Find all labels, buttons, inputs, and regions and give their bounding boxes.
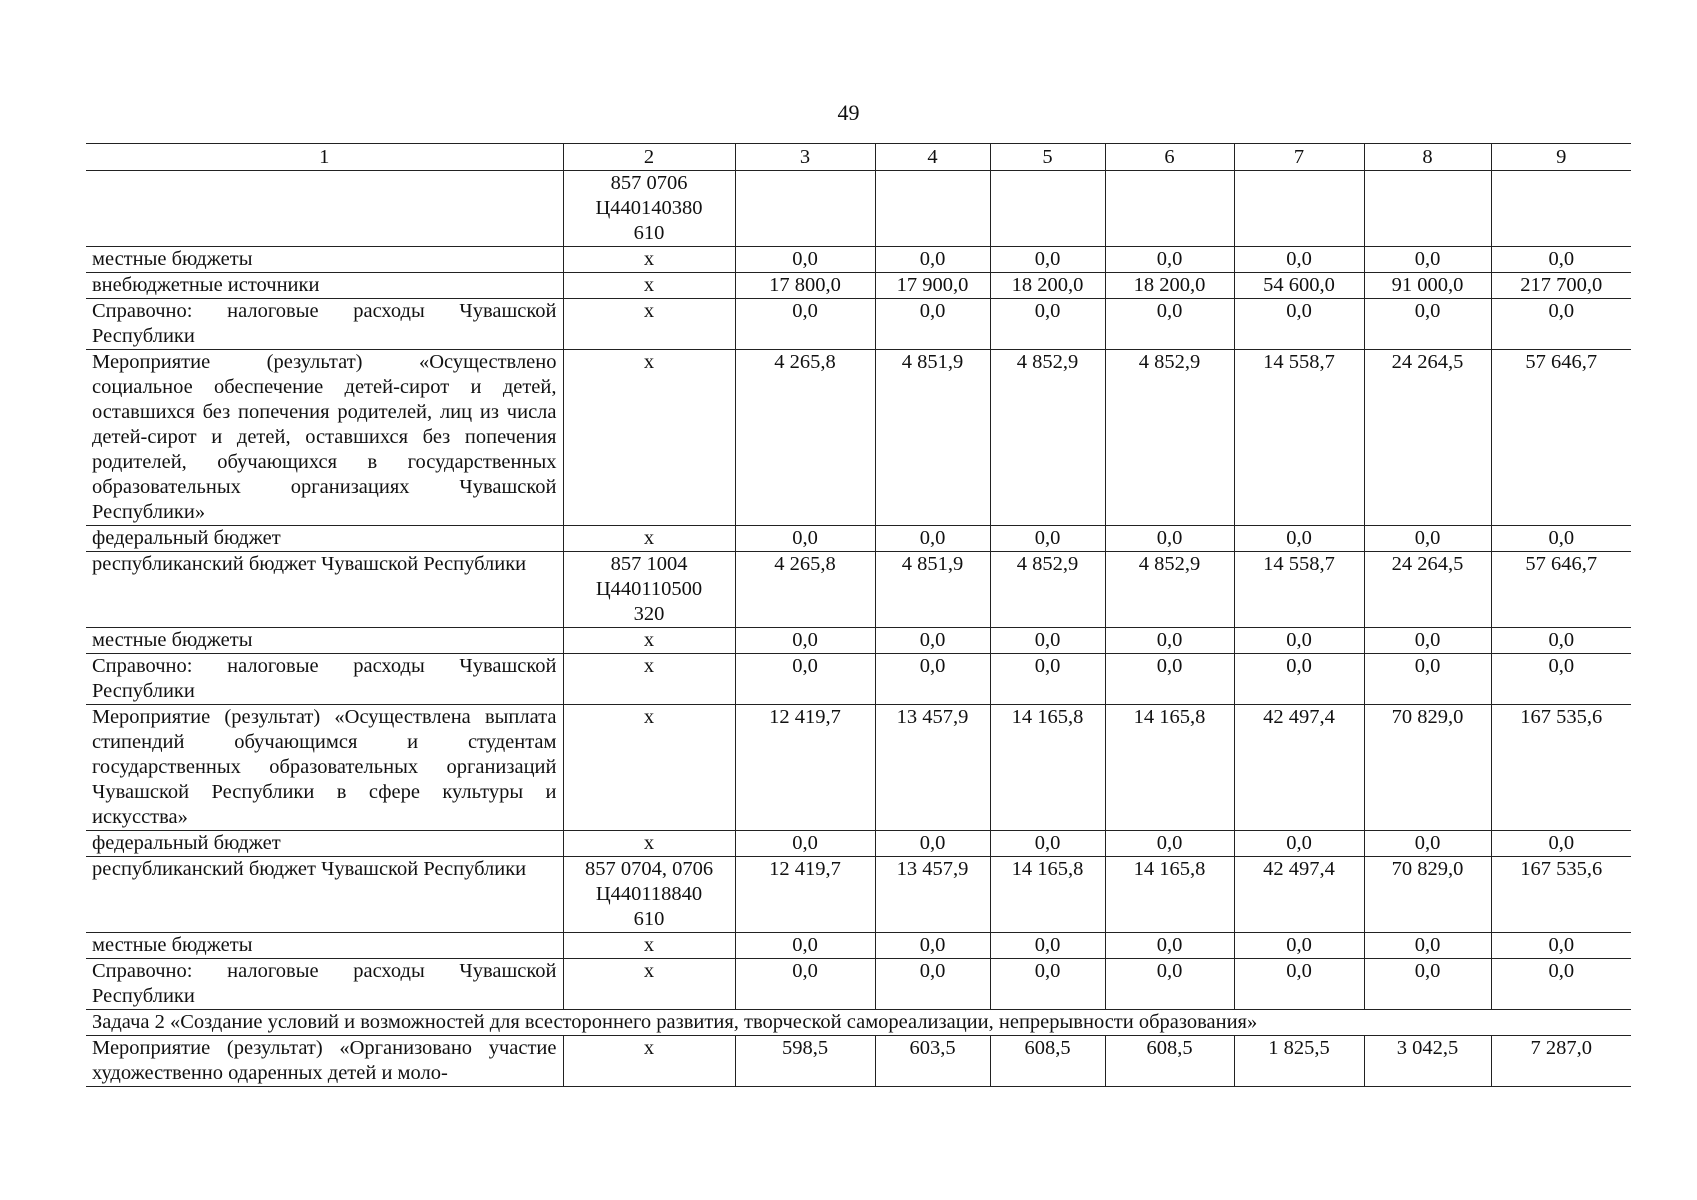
value-cell: 4 852,9 bbox=[990, 350, 1105, 526]
value-cell: 0,0 bbox=[990, 959, 1105, 1010]
value-cell: 0,0 bbox=[1491, 628, 1631, 654]
budget-code-line: х bbox=[643, 527, 655, 549]
budget-code bbox=[563, 350, 735, 526]
budget-code bbox=[563, 705, 735, 831]
value-cell: 0,0 bbox=[1234, 959, 1364, 1010]
table-row bbox=[86, 247, 1631, 273]
budget-code-line: 320 bbox=[633, 603, 665, 625]
budget-code-line: Ц440118840 bbox=[595, 883, 703, 905]
budget-code-line: х bbox=[643, 351, 655, 373]
budget-code bbox=[563, 857, 735, 933]
row-label: местные бюджеты bbox=[86, 247, 563, 273]
row-label bbox=[86, 171, 563, 247]
value-cell: 0,0 bbox=[1105, 299, 1234, 350]
value-cell bbox=[875, 171, 990, 247]
row-label: республиканский бюджет Чувашской Республики bbox=[86, 552, 563, 628]
budget-code-line: х bbox=[643, 934, 655, 956]
value-cell: 0,0 bbox=[1234, 933, 1364, 959]
value-cell: 54 600,0 bbox=[1234, 273, 1364, 299]
value-cell: 57 646,7 bbox=[1491, 350, 1631, 526]
value-cell: 3 042,5 bbox=[1364, 1036, 1491, 1087]
budget-code-line: х bbox=[643, 248, 655, 270]
value-cell bbox=[735, 171, 875, 247]
value-cell: 14 165,8 bbox=[1105, 705, 1234, 831]
value-cell: 14 558,7 bbox=[1234, 552, 1364, 628]
value-cell: 598,5 bbox=[735, 1036, 875, 1087]
budget-code-line: х bbox=[643, 960, 655, 982]
value-cell: 0,0 bbox=[990, 247, 1105, 273]
table-row bbox=[86, 705, 1631, 831]
value-cell: 4 852,9 bbox=[1105, 350, 1234, 526]
value-cell: 0,0 bbox=[1491, 247, 1631, 273]
value-cell: 0,0 bbox=[1364, 654, 1491, 705]
column-header: 5 bbox=[990, 144, 1105, 171]
budget-code bbox=[563, 526, 735, 552]
value-cell: 608,5 bbox=[1105, 1036, 1234, 1087]
value-cell: 0,0 bbox=[1105, 526, 1234, 552]
budget-code bbox=[563, 628, 735, 654]
row-label: местные бюджеты bbox=[86, 628, 563, 654]
budget-code-line: 857 0704, 0706 bbox=[584, 858, 714, 880]
value-cell: 0,0 bbox=[1364, 299, 1491, 350]
value-cell: 0,0 bbox=[875, 933, 990, 959]
value-cell: 0,0 bbox=[735, 299, 875, 350]
value-cell: 0,0 bbox=[990, 831, 1105, 857]
value-cell: 0,0 bbox=[1491, 959, 1631, 1010]
column-header: 3 bbox=[735, 144, 875, 171]
value-cell: 0,0 bbox=[735, 959, 875, 1010]
column-header: 4 bbox=[875, 144, 990, 171]
value-cell: 0,0 bbox=[1234, 831, 1364, 857]
value-cell: 13 457,9 bbox=[875, 705, 990, 831]
value-cell: 0,0 bbox=[735, 831, 875, 857]
value-cell: 0,0 bbox=[1105, 654, 1234, 705]
value-cell: 0,0 bbox=[735, 628, 875, 654]
value-cell: 0,0 bbox=[875, 299, 990, 350]
budget-code bbox=[563, 933, 735, 959]
task-row bbox=[86, 1010, 1631, 1036]
value-cell: 0,0 bbox=[875, 628, 990, 654]
value-cell bbox=[1491, 171, 1631, 247]
value-cell: 0,0 bbox=[1364, 959, 1491, 1010]
value-cell: 4 851,9 bbox=[875, 350, 990, 526]
value-cell: 0,0 bbox=[990, 654, 1105, 705]
row-label: Мероприятие (результат) «Организовано участие художественно одаренных детей и моло- bbox=[86, 1036, 563, 1087]
value-cell: 70 829,0 bbox=[1364, 705, 1491, 831]
value-cell: 24 264,5 bbox=[1364, 552, 1491, 628]
budget-code bbox=[563, 959, 735, 1010]
budget-code-line: 857 0706 bbox=[610, 172, 688, 194]
value-cell: 0,0 bbox=[1105, 933, 1234, 959]
value-cell: 0,0 bbox=[735, 654, 875, 705]
row-label: местные бюджеты bbox=[86, 933, 563, 959]
row-label: федеральный бюджет bbox=[86, 831, 563, 857]
budget-code bbox=[563, 831, 735, 857]
budget-code bbox=[563, 273, 735, 299]
value-cell: 0,0 bbox=[1364, 526, 1491, 552]
value-cell: 4 852,9 bbox=[1105, 552, 1234, 628]
budget-code-line: Ц440110500 bbox=[595, 578, 703, 600]
value-cell: 0,0 bbox=[1105, 959, 1234, 1010]
value-cell: 0,0 bbox=[990, 628, 1105, 654]
value-cell: 0,0 bbox=[1491, 654, 1631, 705]
value-cell bbox=[990, 171, 1105, 247]
value-cell: 1 825,5 bbox=[1234, 1036, 1364, 1087]
value-cell: 14 558,7 bbox=[1234, 350, 1364, 526]
value-cell: 4 852,9 bbox=[990, 552, 1105, 628]
value-cell: 0,0 bbox=[1491, 526, 1631, 552]
column-header: 9 bbox=[1491, 144, 1631, 171]
budget-table bbox=[86, 143, 1631, 1087]
row-label: Справочно: налоговые расходы Чувашской Республики bbox=[86, 959, 563, 1010]
value-cell: 42 497,4 bbox=[1234, 857, 1364, 933]
column-header: 6 bbox=[1105, 144, 1234, 171]
value-cell: 0,0 bbox=[1234, 654, 1364, 705]
table-row bbox=[86, 171, 1631, 247]
table-row bbox=[86, 273, 1631, 299]
value-cell: 0,0 bbox=[875, 526, 990, 552]
budget-code-line: х bbox=[643, 300, 655, 322]
budget-code bbox=[563, 1036, 735, 1087]
value-cell: 4 265,8 bbox=[735, 350, 875, 526]
row-label: Мероприятие (результат) «Осуществлено социальное обеспечение детей-сирот и детей, оставшихся без попечения родителей, лиц из числа детей-сирот и детей, оставшихся без попечения родителей, обучающихся в государственных образовательных организациях Чувашской Республики» bbox=[86, 350, 563, 526]
table-row bbox=[86, 959, 1631, 1010]
row-label: Справочно: налоговые расходы Чувашской Республики bbox=[86, 654, 563, 705]
value-cell: 14 165,8 bbox=[990, 705, 1105, 831]
value-cell: 608,5 bbox=[990, 1036, 1105, 1087]
value-cell: 0,0 bbox=[1105, 831, 1234, 857]
value-cell: 17 800,0 bbox=[735, 273, 875, 299]
value-cell: 14 165,8 bbox=[1105, 857, 1234, 933]
value-cell: 0,0 bbox=[735, 247, 875, 273]
value-cell: 217 700,0 bbox=[1491, 273, 1631, 299]
value-cell: 18 200,0 bbox=[1105, 273, 1234, 299]
table-row bbox=[86, 526, 1631, 552]
value-cell: 0,0 bbox=[1364, 247, 1491, 273]
table-row bbox=[86, 552, 1631, 628]
value-cell: 12 419,7 bbox=[735, 705, 875, 831]
value-cell: 0,0 bbox=[1364, 628, 1491, 654]
value-cell: 0,0 bbox=[875, 654, 990, 705]
column-header: 8 bbox=[1364, 144, 1491, 171]
column-header: 1 bbox=[86, 144, 563, 171]
budget-code bbox=[563, 171, 735, 247]
value-cell: 91 000,0 bbox=[1364, 273, 1491, 299]
value-cell: 167 535,6 bbox=[1491, 857, 1631, 933]
table-row bbox=[86, 654, 1631, 705]
value-cell: 0,0 bbox=[1234, 628, 1364, 654]
value-cell: 0,0 bbox=[990, 526, 1105, 552]
value-cell: 4 265,8 bbox=[735, 552, 875, 628]
value-cell: 70 829,0 bbox=[1364, 857, 1491, 933]
value-cell: 0,0 bbox=[1491, 831, 1631, 857]
budget-code-line: х bbox=[643, 706, 655, 728]
budget-code-line: 610 bbox=[633, 222, 665, 244]
value-cell: 57 646,7 bbox=[1491, 552, 1631, 628]
budget-code-line: х bbox=[643, 1037, 655, 1059]
budget-code-line: х bbox=[643, 629, 655, 651]
table-row bbox=[86, 628, 1631, 654]
table-row bbox=[86, 1036, 1631, 1087]
header-row bbox=[86, 144, 1631, 171]
budget-code-line: Ц440140380 bbox=[595, 197, 703, 219]
value-cell: 0,0 bbox=[735, 933, 875, 959]
value-cell: 0,0 bbox=[1105, 628, 1234, 654]
value-cell: 0,0 bbox=[1105, 247, 1234, 273]
value-cell: 17 900,0 bbox=[875, 273, 990, 299]
row-label: Мероприятие (результат) «Осуществлена выплата стипендий обучающимся и студентам государственных образовательных организаций Чувашской Республики в сфере культуры и искусства» bbox=[86, 705, 563, 831]
row-label: федеральный бюджет bbox=[86, 526, 563, 552]
budget-code-line: х bbox=[643, 655, 655, 677]
value-cell: 0,0 bbox=[735, 526, 875, 552]
budget-code-line: х bbox=[643, 832, 655, 854]
value-cell bbox=[1105, 171, 1234, 247]
budget-code bbox=[563, 247, 735, 273]
row-label: внебюджетные источники bbox=[86, 273, 563, 299]
value-cell: 0,0 bbox=[875, 959, 990, 1010]
budget-code-line: 610 bbox=[633, 908, 665, 930]
value-cell bbox=[1364, 171, 1491, 247]
value-cell: 0,0 bbox=[990, 299, 1105, 350]
value-cell: 167 535,6 bbox=[1491, 705, 1631, 831]
table-row bbox=[86, 350, 1631, 526]
value-cell: 0,0 bbox=[1234, 299, 1364, 350]
value-cell: 0,0 bbox=[1234, 247, 1364, 273]
table-row bbox=[86, 933, 1631, 959]
value-cell: 24 264,5 bbox=[1364, 350, 1491, 526]
value-cell bbox=[1234, 171, 1364, 247]
value-cell: 603,5 bbox=[875, 1036, 990, 1087]
budget-code bbox=[563, 552, 735, 628]
value-cell: 42 497,4 bbox=[1234, 705, 1364, 831]
value-cell: 0,0 bbox=[1234, 526, 1364, 552]
column-header: 7 bbox=[1234, 144, 1364, 171]
value-cell: 0,0 bbox=[875, 831, 990, 857]
budget-code-line: 857 1004 bbox=[610, 553, 688, 575]
value-cell: 0,0 bbox=[1491, 933, 1631, 959]
value-cell: 13 457,9 bbox=[875, 857, 990, 933]
table-row bbox=[86, 299, 1631, 350]
value-cell: 0,0 bbox=[875, 247, 990, 273]
table-row bbox=[86, 831, 1631, 857]
value-cell: 0,0 bbox=[1491, 299, 1631, 350]
value-cell: 7 287,0 bbox=[1491, 1036, 1631, 1087]
value-cell: 0,0 bbox=[1364, 831, 1491, 857]
table-row bbox=[86, 857, 1631, 933]
row-label: республиканский бюджет Чувашской Республики bbox=[86, 857, 563, 933]
value-cell: 0,0 bbox=[1364, 933, 1491, 959]
value-cell: 4 851,9 bbox=[875, 552, 990, 628]
value-cell: 0,0 bbox=[990, 933, 1105, 959]
budget-code bbox=[563, 299, 735, 350]
budget-code-line: х bbox=[643, 274, 655, 296]
budget-code bbox=[563, 654, 735, 705]
table-body bbox=[86, 171, 1631, 1087]
task-heading: Задача 2 «Создание условий и возможностей для всестороннего развития, творческой самореализации, непрерывности образования» bbox=[86, 1010, 1631, 1036]
value-cell: 18 200,0 bbox=[990, 273, 1105, 299]
page-number: 49 bbox=[837, 100, 860, 125]
value-cell: 12 419,7 bbox=[735, 857, 875, 933]
column-header: 2 bbox=[563, 144, 735, 171]
value-cell: 14 165,8 bbox=[990, 857, 1105, 933]
row-label: Справочно: налоговые расходы Чувашской Республики bbox=[86, 299, 563, 350]
